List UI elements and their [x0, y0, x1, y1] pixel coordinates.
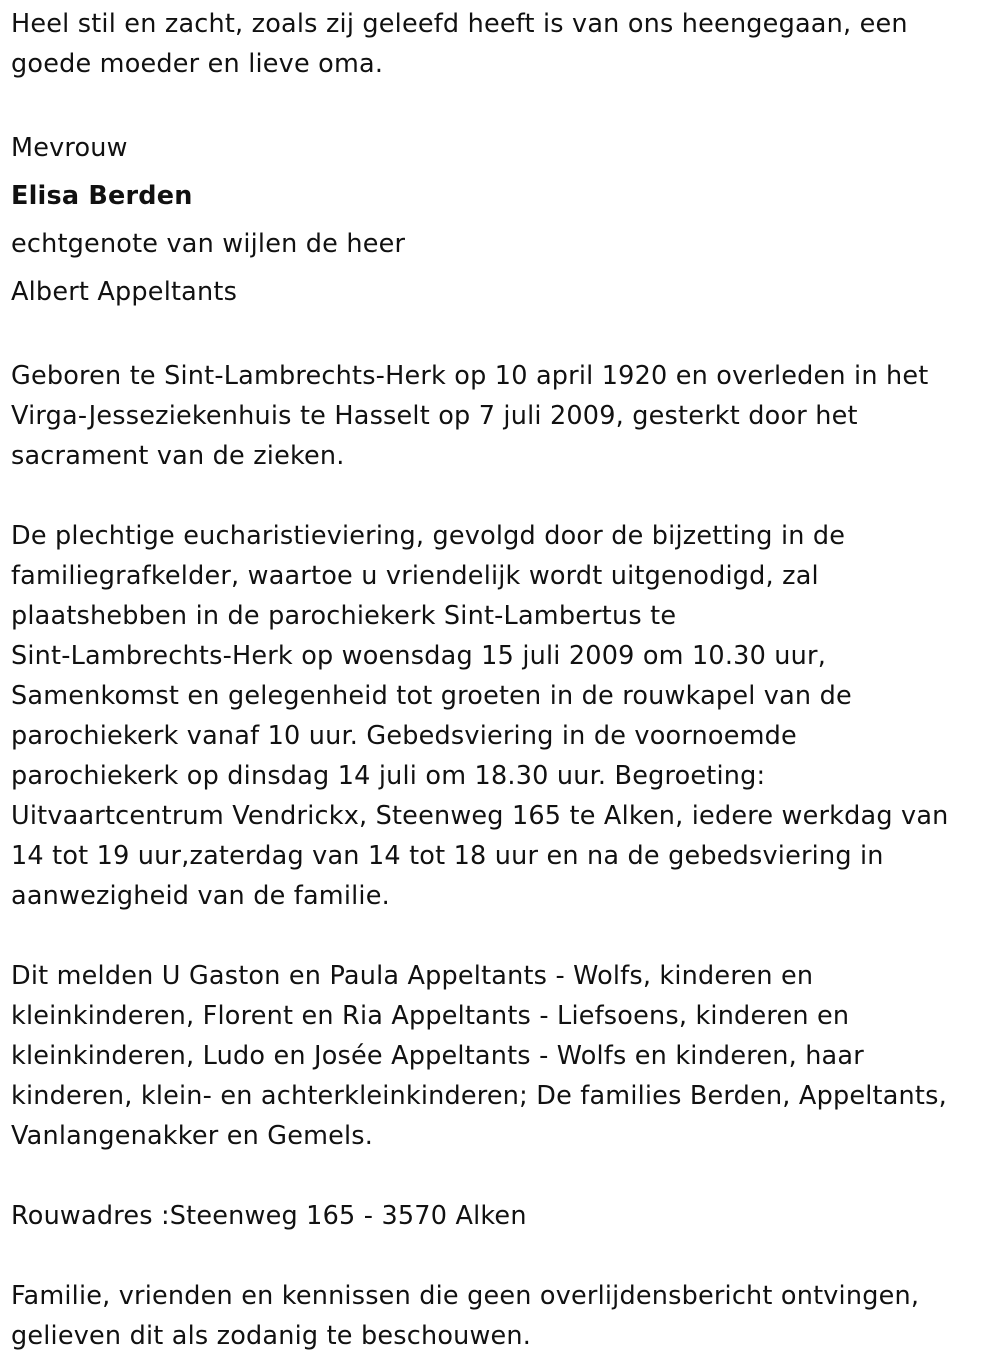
paragraph-gap — [11, 476, 1000, 516]
address-paragraph — [11, 1196, 1000, 1236]
text-line: 14 tot 19 uur,zaterdag van 14 tot 18 uur en na de gebedsviering in — [11, 841, 884, 871]
text-line: parochiekerk vanaf 10 uur. Gebedsviering in de voornoemde — [11, 721, 797, 751]
spouse-name: Albert Appeltants — [11, 277, 238, 307]
birth-death-paragraph — [11, 356, 1000, 476]
text-line: aanwezigheid van de familie. — [11, 881, 390, 911]
closing-paragraph — [11, 1276, 1000, 1356]
title-text: Mevrouw — [11, 133, 128, 163]
deceased-block — [11, 124, 1000, 316]
paragraph-gap — [11, 916, 1000, 956]
mourning-address: Rouwadres :Steenweg 165 - 3570 Alken — [11, 1201, 527, 1231]
text-line: parochiekerk op dinsdag 14 juli om 18.30 uur. Begroeting: — [11, 761, 766, 791]
text-line: kleinkinderen, Ludo en Josée Appeltants - Wolfs en kinderen, haar — [11, 1041, 864, 1071]
text-line: goede moeder en lieve oma. — [11, 49, 384, 79]
text-line: gelieven dit als zodanig te beschouwen. — [11, 1321, 532, 1351]
text-line: Samenkomst en gelegenheid tot groeten in de rouwkapel van de — [11, 681, 852, 711]
text-line: Virga-Jesseziekenhuis te Hasselt op 7 juli 2009, gesterkt door het — [11, 401, 858, 431]
text-line: De plechtige eucharistieviering, gevolgd door de bijzetting in de — [11, 521, 846, 551]
text-line: Familie, vrienden en kennissen die geen overlijdensbericht ontvingen, — [11, 1281, 920, 1311]
ceremony-paragraph — [11, 516, 1000, 916]
text-line: sacrament van de zieken. — [11, 441, 345, 471]
deceased-name: Elisa Berden — [11, 181, 193, 211]
paragraph-gap — [11, 84, 1000, 124]
text-line: Heel stil en zacht, zoals zij geleefd heeft is van ons heengegaan, een — [11, 9, 908, 39]
text-line: Dit melden U Gaston en Paula Appeltants - Wolfs, kinderen en — [11, 961, 814, 991]
intro-paragraph — [11, 4, 1000, 84]
text-line: Geboren te Sint-Lambrechts-Herk op 10 april 1920 en overleden in het — [11, 361, 929, 391]
text-line: familiegrafkelder, waartoe u vriendelijk wordt uitgenodigd, zal — [11, 561, 819, 591]
spouse-label: echtgenote van wijlen de heer — [11, 229, 406, 259]
paragraph-gap — [11, 1156, 1000, 1196]
paragraph-gap — [11, 316, 1000, 356]
paragraph-gap — [11, 1236, 1000, 1276]
text-line: kleinkinderen, Florent en Ria Appeltants - Liefsoens, kinderen en — [11, 1001, 850, 1031]
text-line: Sint-Lambrechts-Herk op woensdag 15 juli 2009 om 10.30 uur, — [11, 641, 827, 671]
text-line: kinderen, klein- en achterkleinkinderen; De families Berden, Appeltants, — [11, 1081, 947, 1111]
text-line: Uitvaartcentrum Vendrickx, Steenweg 165 te Alken, iedere werkdag van — [11, 801, 949, 831]
text-line: plaatshebben in de parochiekerk Sint-Lambertus te — [11, 601, 677, 631]
text-line: Vanlangenakker en Gemels. — [11, 1121, 374, 1151]
announced-by-paragraph — [11, 956, 1000, 1156]
